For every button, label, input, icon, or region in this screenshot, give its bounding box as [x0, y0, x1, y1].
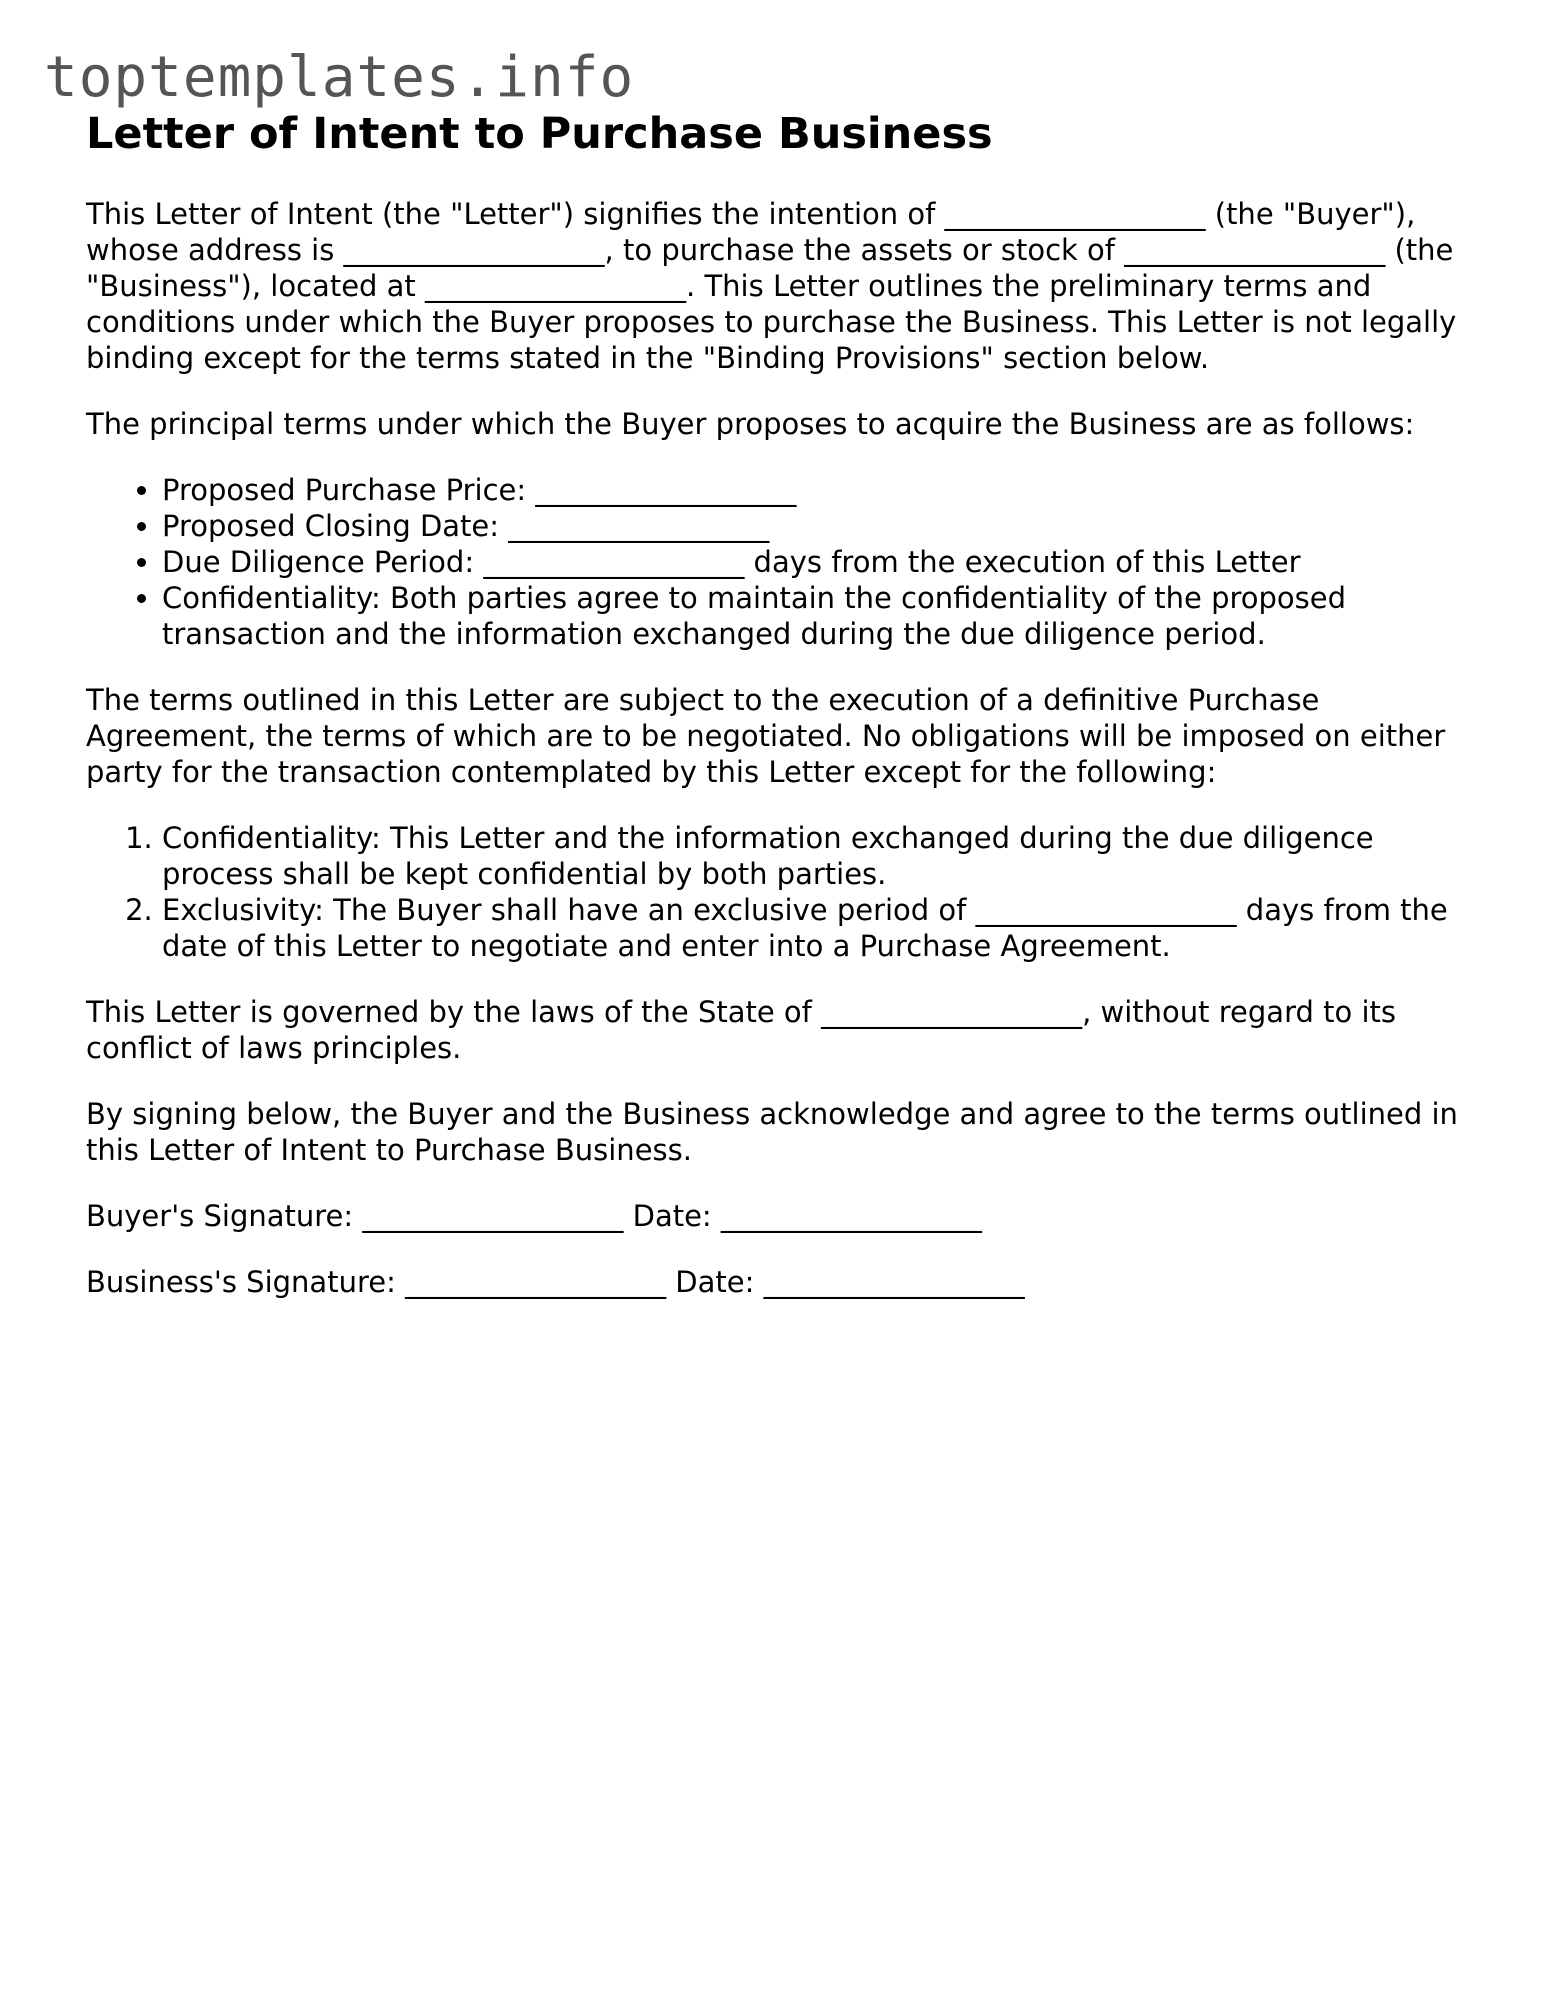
term-confidentiality: • Confidentiality: Both parties agree to maintain the confidentiality of the proposed transaction and the information exchanged during the due diligence period.	[162, 580, 1466, 652]
principal-terms-intro: The principal terms under which the Buyer proposes to acquire the Business are as follows:	[86, 407, 1415, 441]
watermark: toptemplates.info	[44, 45, 635, 110]
buyer-signature-line: Buyer's Signature: __________________ Date: __________________	[86, 1199, 982, 1233]
term-purchase-price: • Proposed Purchase Price: __________________	[162, 472, 1466, 508]
binding-exclusivity: 2. Exclusivity: The Buyer shall have an exclusive period of __________________ days from the date of this Letter to negotiate and enter into a Purchase Agreement.	[162, 892, 1466, 964]
subject-to-paragraph: The terms outlined in this Letter are subject to the execution of a definitive Purchase Agreement, the terms of which are to be negotiated. No obligations will be imposed on either party for the transaction contemplated by this Letter except for the following:	[86, 683, 1446, 789]
terms-list	[86, 472, 1466, 652]
document	[86, 104, 1466, 1300]
term-due-diligence: • Due Diligence Period: __________________ days from the execution of this Letter	[162, 544, 1466, 580]
governing-law-paragraph: This Letter is governed by the laws of the State of __________________, without regard to its conflict of laws principles.	[86, 995, 1396, 1065]
document-title: Letter of Intent to Purchase Business	[86, 109, 993, 159]
term-closing-date: • Proposed Closing Date: __________________	[162, 508, 1466, 544]
binding-confidentiality: 1. Confidentiality: This Letter and the information exchanged during the due diligence process shall be kept confidential by both parties.	[162, 820, 1466, 892]
acknowledgement-paragraph: By signing below, the Buyer and the Business acknowledge and agree to the terms outlined in this Letter of Intent to Purchase Business.	[86, 1097, 1458, 1167]
business-signature-line: Business's Signature: __________________ Date: __________________	[86, 1265, 1025, 1299]
intro-paragraph: This Letter of Intent (the "Letter") signifies the intention of __________________ (the "Buyer"), whose address is __________________, to purchase the assets or stock of __________________ (the "Business"), located at __________________. This Letter outlines the preliminary terms and conditions under which the Buyer proposes to purchase the Business. This Letter is not legally binding except for the terms stated in the "Binding Provisions" section below.	[86, 197, 1457, 375]
binding-provisions-list	[86, 820, 1466, 964]
